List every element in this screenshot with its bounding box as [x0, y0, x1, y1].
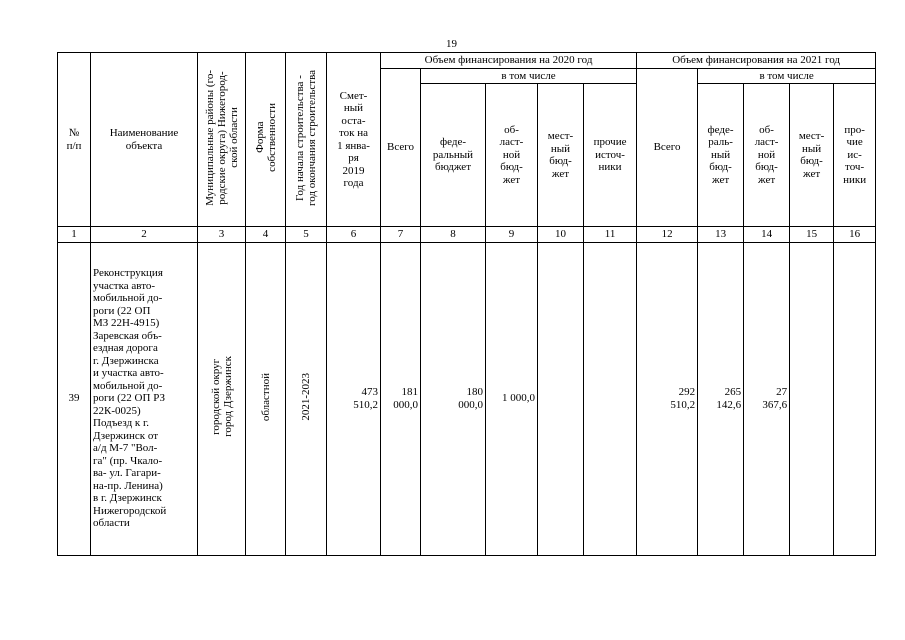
page-number: 19: [446, 38, 457, 50]
table-row: [58, 242, 876, 555]
total-2020-value: 181 000,0: [381, 242, 421, 555]
header-2020-regional: об- ласт- ной бюд- жет: [486, 84, 538, 227]
local-2021-value: [790, 242, 834, 555]
column-number: 6: [327, 227, 381, 243]
column-number-row: [58, 227, 876, 243]
header-2021-other: про- чие ис- точ- ники: [834, 84, 876, 227]
column-number: 13: [698, 227, 744, 243]
header-balance: Смет- ный оста- ток на 1 янва- ря 2019 года: [327, 53, 381, 227]
header-2021-local: мест- ный бюд- жет: [790, 84, 834, 227]
column-number: 10: [538, 227, 584, 243]
column-number: 9: [486, 227, 538, 243]
regional-2021-value: 27 367,6: [744, 242, 790, 555]
balance-value: 473 510,2: [327, 242, 381, 555]
header-no: № п/п: [58, 53, 91, 227]
column-number: 14: [744, 227, 790, 243]
column-number: 15: [790, 227, 834, 243]
other-2021-value: [834, 242, 876, 555]
column-number: 2: [91, 227, 198, 243]
column-number: 5: [286, 227, 327, 243]
column-number: 1: [58, 227, 91, 243]
header-2020-total: Всего: [381, 68, 421, 227]
federal-2021-value: 265 142,6: [698, 242, 744, 555]
regional-2020-value: 1 000,0: [486, 242, 538, 555]
header-2021-including: в том числе: [698, 68, 876, 84]
header-years: [286, 53, 327, 227]
header-row-1: [58, 53, 876, 69]
years-cell: [286, 242, 327, 555]
ownership-text: областной: [259, 372, 272, 421]
header-ownership: [246, 53, 286, 227]
column-number: 11: [584, 227, 637, 243]
district-text: городской округ город Дзержинск: [209, 356, 234, 438]
header-district-text: Муниципальные районы (го- родские округа) Нижегород- ской области: [203, 69, 240, 206]
federal-2020-value: 180 000,0: [421, 242, 486, 555]
ownership-cell: [246, 242, 286, 555]
years-text: 2021-2023: [300, 372, 312, 421]
header-name: Наименование объекта: [91, 53, 198, 227]
header-2020-federal: феде- ральный бюджет: [421, 84, 486, 227]
column-number: 12: [637, 227, 698, 243]
header-2021-federal: феде- раль- ный бюд- жет: [698, 84, 744, 227]
header-funding-2020: Объем финансирования на 2020 год: [381, 53, 637, 69]
header-2020-other: прочие источ- ники: [584, 84, 637, 227]
column-number: 4: [246, 227, 286, 243]
row-number: 39: [58, 242, 91, 555]
column-number: 16: [834, 227, 876, 243]
header-2021-regional: об- ласт- ной бюд- жет: [744, 84, 790, 227]
header-district: [198, 53, 246, 227]
header-ownership-text: Форма собственности: [253, 103, 278, 173]
district-cell: [198, 242, 246, 555]
column-number: 3: [198, 227, 246, 243]
header-years-text: Год начала строительства - год окончания строительства: [294, 69, 318, 206]
local-2020-value: [538, 242, 584, 555]
header-2020-including: в том числе: [421, 68, 637, 84]
budget-table: [57, 52, 876, 556]
header-2021-total: Всего: [637, 68, 698, 227]
column-number: 7: [381, 227, 421, 243]
header-2020-local: мест- ный бюд- жет: [538, 84, 584, 227]
header-funding-2021: Объем финансирования на 2021 год: [637, 53, 876, 69]
other-2020-value: [584, 242, 637, 555]
column-number: 8: [421, 227, 486, 243]
object-name: Реконструкция участка авто- мобильной до- роги (22 ОП МЗ 22Н-4915) Заревская объ- ездная дорога г. Дзержинска и участка авто- мобильной до- роги (22 ОП РЗ 22К-0025) Подъезд к г. Дзержинск от а/д М-7 "Вол- га" (пр. Чкало- ва- ул. Гагари- на-пр. Ленина) в г. Дзержинск Нижегородской области: [91, 242, 198, 555]
total-2021-value: 292 510,2: [637, 242, 698, 555]
